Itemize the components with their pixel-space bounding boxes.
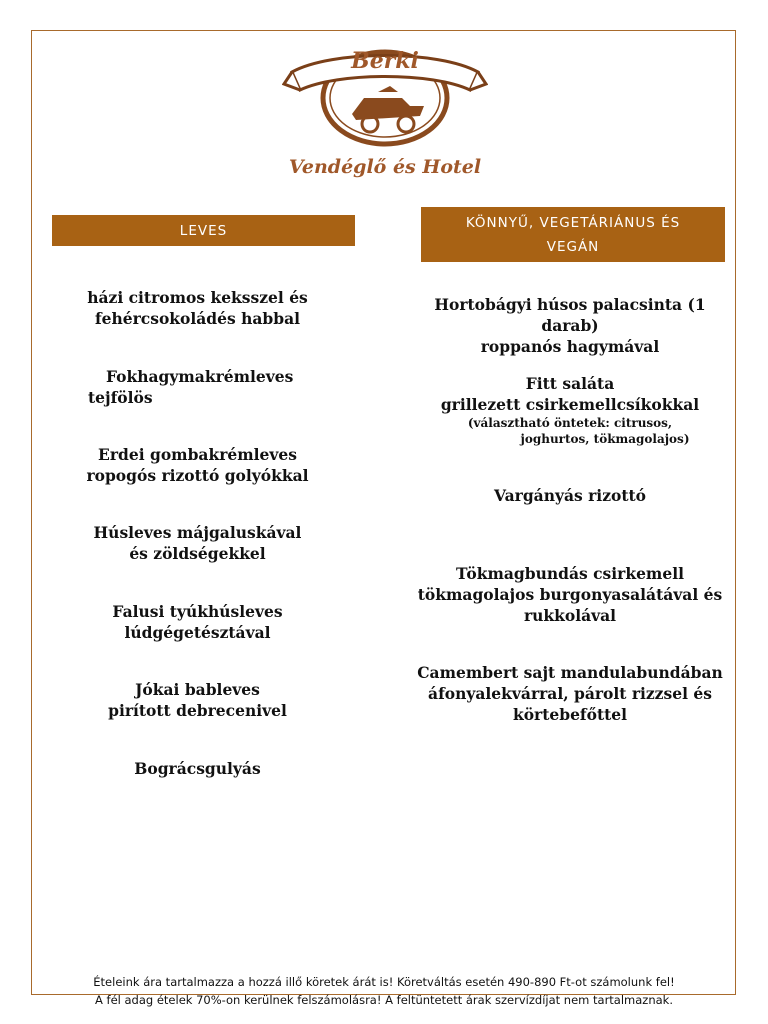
menu-item-name: házi citromos keksszel és	[87, 288, 308, 307]
menu-item	[405, 662, 735, 725]
menu-item-description: grillezett csirkemellcsíkokkal	[440, 395, 700, 414]
menu-item	[60, 758, 335, 779]
menu-item-description: tökmagolajos burgonyasalátával és	[417, 585, 723, 604]
menu-item-description: lúdgégetésztával	[124, 623, 271, 642]
menu-item-name: Bográcsgulyás	[134, 759, 261, 778]
menu-item-description: pirított debrecenivel	[108, 701, 287, 720]
menu-item-name: Jókai bableves	[135, 680, 260, 699]
menu-item-name: Hortobágyi húsos palacsinta (1 darab)	[434, 295, 706, 335]
menu-item-description: rukkolával	[523, 606, 617, 625]
menu-item-name: Tökmagbundás csirkemell	[456, 564, 684, 583]
menu-item	[60, 287, 335, 329]
menu-item-name: Fokhagymakrémleves	[106, 367, 294, 386]
menu-item	[405, 485, 735, 506]
footer-note-side-dishes: Ételeink ára tartalmazza a hozzá illő köretek árát is! Köretváltás esetén 490-890 Ft-ot számolunk fel!	[93, 975, 675, 989]
menu-item-name: Falusi tyúkhúsleves	[112, 602, 283, 621]
menu-item-description: tejfölös	[88, 388, 153, 407]
menu-item-description: ropogós rizottó golyókkal	[86, 466, 309, 485]
menu-item-description: körtebefőttel	[512, 705, 628, 724]
menu-item-name: Camembert sajt mandulabundában	[417, 663, 723, 682]
menu-item	[405, 563, 735, 626]
menu-item-note: (választható öntetek: citrusos,	[467, 416, 673, 430]
menu-item	[405, 373, 735, 447]
menu-item	[60, 679, 335, 721]
menu-item	[60, 601, 335, 643]
footer-note-half-portion: A fél adag ételek 70%-on kerülnek felszámolásra! A feltüntetett árak szervízdíjat nem tartalmaznak.	[95, 993, 673, 1007]
restaurant-logo	[282, 32, 488, 178]
menu-item-name: Fitt saláta	[525, 374, 615, 393]
menu-item	[88, 366, 338, 408]
menu-item-name: Vargányás rizottó	[494, 486, 646, 505]
menu-item-description: roppanós hagymával	[480, 337, 660, 356]
menu-item	[60, 522, 335, 564]
menu-item-description: áfonyalekvárral, párolt rizzsel és	[428, 684, 712, 703]
menu-item-description: fehércsokoládés habbal	[94, 309, 301, 328]
section-header-soups: LEVES	[52, 215, 355, 246]
menu-item-note: joghurtos, tökmagolajos)	[520, 432, 690, 446]
logo-subtitle: Vendéglő és Hotel	[288, 156, 482, 178]
menu-item	[405, 294, 735, 357]
menu-item-name: Húsleves májgaluskával	[93, 523, 302, 542]
section-header-light-vegetarian-vegan: KÖNNYŰ, VEGETÁRIÁNUS ÉS VEGÁN	[421, 207, 725, 262]
menu-item-description: és zöldségekkel	[129, 544, 266, 563]
menu-item-name: Erdei gombakrémleves	[98, 445, 297, 464]
logo-brand-name: Berki	[351, 48, 419, 74]
menu-item	[60, 444, 335, 486]
